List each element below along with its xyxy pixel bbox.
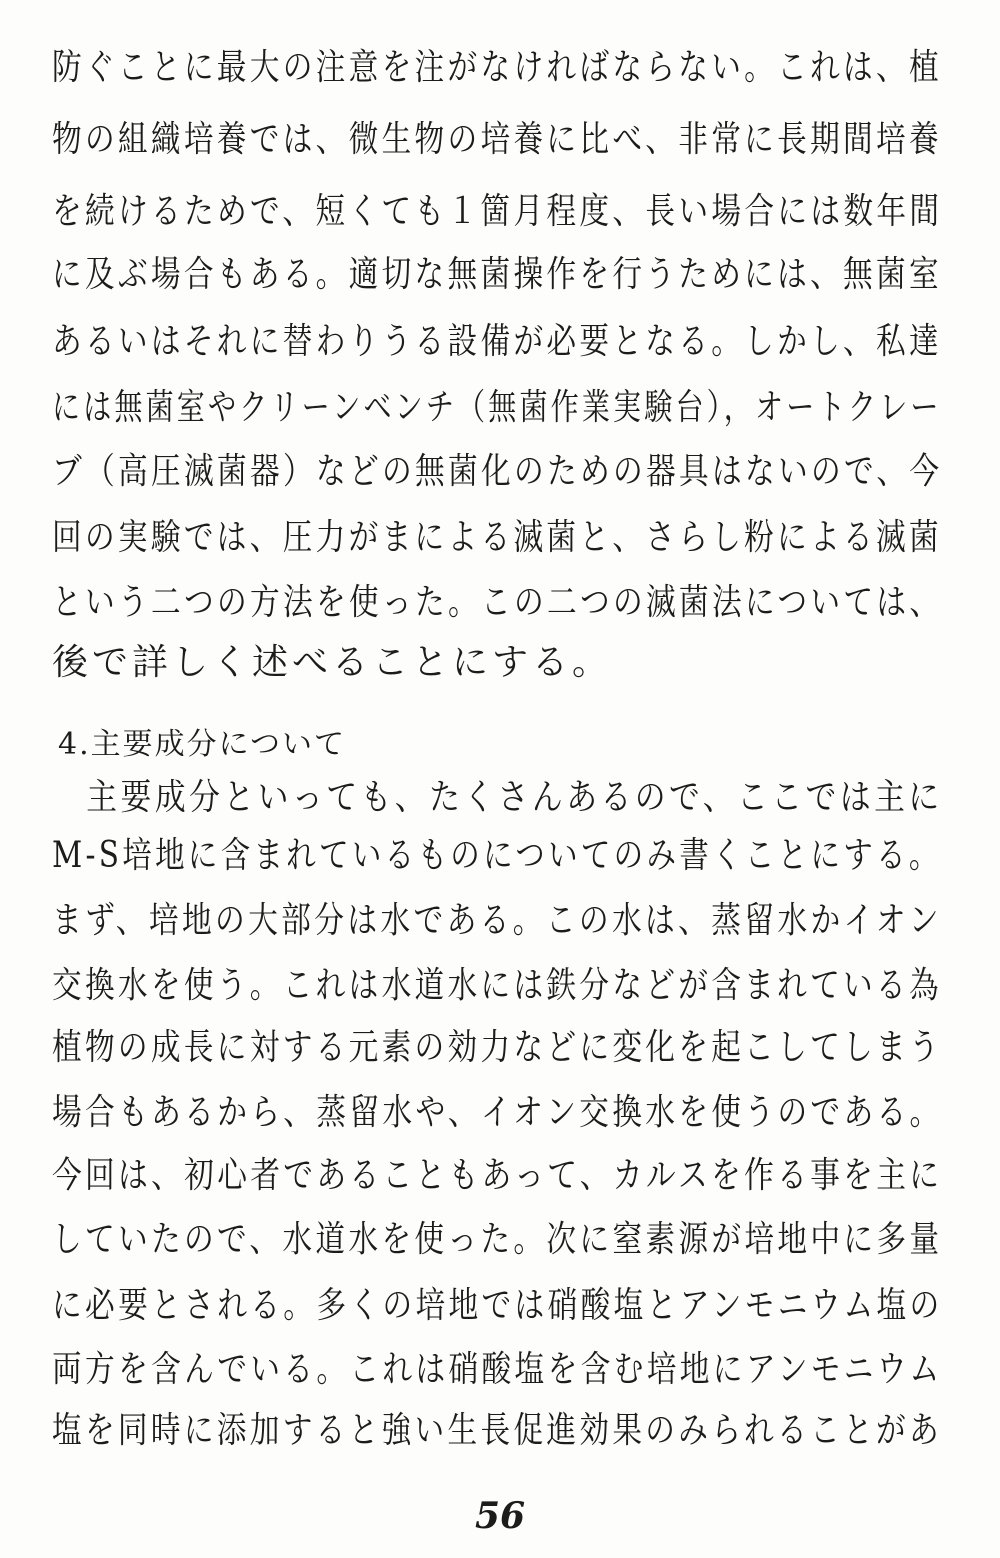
text-line: 回の実験では、圧力がまによる滅菌と、さらし粉による滅菌 <box>52 517 942 558</box>
text-line: という二つの方法を使った。この二つの滅菌法については、 <box>52 582 943 623</box>
text-line: M-S培地に含まれているものについてのみ書くことにする。 <box>52 835 942 876</box>
text-line: 塩を同時に添加すると強い生長促進効果のみられることがあ <box>52 1410 942 1451</box>
text-line: まず、培地の大部分は水である。この水は、蒸留水かイオン <box>52 900 942 941</box>
text-line: あるいはそれに替わりうる設備が必要となる。しかし、私達 <box>52 321 942 362</box>
section-heading: 4.主要成分について <box>58 727 347 762</box>
page-number: 56 <box>474 1495 526 1537</box>
text-line: していたので、水道水を使った。次に窒素源が培地中に多量 <box>52 1219 943 1260</box>
text-line: に必要とされる。多くの培地では硝酸塩とアンモニウム塩の <box>52 1285 943 1326</box>
text-line: 今回は、初心者であることもあって、カルスを作る事を主に <box>52 1155 943 1196</box>
text-line: 場合もあるから、蒸留水や、イオン交換水を使うのである。 <box>52 1092 943 1133</box>
text-line: 主要成分といっても、たくさんあるので、ここでは主に <box>52 777 943 818</box>
text-line: に及ぶ場合もある。適切な無菌操作を行うためには、無菌室 <box>52 254 942 295</box>
text-line: 交換水を使う。これは水道水には鉄分などが含まれている為 <box>52 965 942 1006</box>
text-line: には無菌室やクリーンベンチ（無菌作業実験台），オートクレー <box>52 387 942 428</box>
text-line: を続けるためで、短くても１箇月程度、長い場合には数年間 <box>52 191 943 232</box>
text-line: ブ（高圧滅菌器）などの無菌化のための器具はないので、今 <box>52 451 943 492</box>
text-line: 防ぐことに最大の注意を注がなければならない。これは、植 <box>52 47 942 88</box>
text-line: 植物の成長に対する元素の効力などに変化を起こしてしまう <box>52 1027 942 1068</box>
text-line: 両方を含んでいる。これは硝酸塩を含む培地にアンモニウム <box>52 1349 943 1390</box>
text-line: 物の組織培養では、微生物の培養に比べ、非常に長期間培養 <box>52 119 942 160</box>
text-line: 後で詳しく述べることにする。 <box>52 642 613 683</box>
